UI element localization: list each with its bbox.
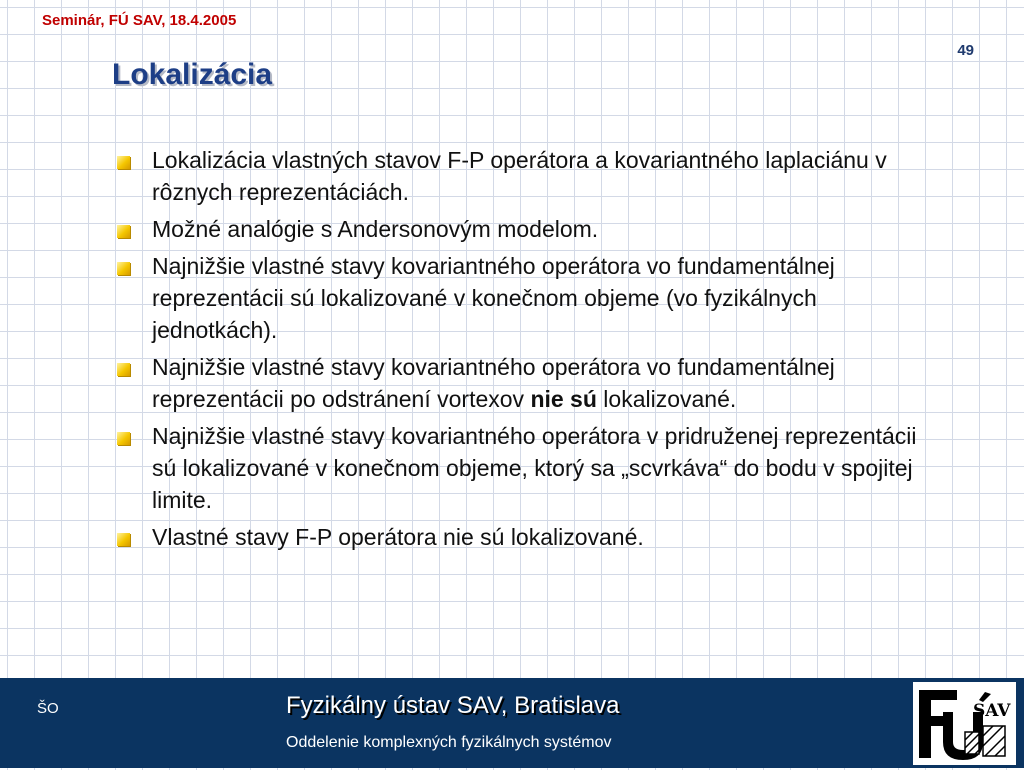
bullet-item-6 bbox=[115, 521, 935, 553]
bullet-text-after: lokalizované. bbox=[596, 386, 737, 412]
bullet-item-5 bbox=[115, 420, 935, 516]
bullet-text: Vlastné stavy F-P operátora nie sú lokalizované. bbox=[152, 524, 644, 550]
bullet-text-emphasis: nie sú bbox=[530, 386, 597, 412]
bullet-item-2 bbox=[115, 213, 935, 245]
yellow-square-bullet-icon bbox=[117, 363, 130, 376]
bullet-text-before: Najnižšie vlastné stavy kovariantného operátora vo fundamentálnej reprezentácii po odstránení vortexov bbox=[152, 354, 835, 412]
bullet-text: Možné analógie s Andersonovým modelom. bbox=[152, 216, 599, 242]
yellow-square-bullet-icon bbox=[117, 262, 130, 275]
logo-text: SAV bbox=[973, 701, 1011, 721]
slide-title: Lokalizácia bbox=[112, 58, 273, 91]
author-initials: ŠO bbox=[37, 700, 59, 717]
fu-sav-logo-icon bbox=[913, 682, 1016, 765]
institute-name: Fyzikálny ústav SAV, Bratislava bbox=[286, 692, 620, 719]
department-name: Oddelenie komplexných fyzikálnych systémov bbox=[286, 734, 612, 751]
bullet-item-4 bbox=[115, 351, 935, 415]
bullet-text: Najnižšie vlastné stavy kovariantného operátora vo fundamentálnej reprezentácii sú lokalizované v konečnom objeme (vo fyzikálnych jednotkách). bbox=[152, 253, 835, 343]
bullet-item-1 bbox=[115, 144, 935, 208]
yellow-square-bullet-icon bbox=[117, 533, 130, 546]
bullet-text: Najnižšie vlastné stavy kovariantného operátora v pridruženej reprezentácii sú lokalizované v konečnom objeme, ktorý sa „scvrkáva“ do bodu v spojitej limite. bbox=[152, 423, 917, 513]
page-number: 49 bbox=[957, 42, 974, 59]
bullet-list bbox=[115, 144, 935, 558]
yellow-square-bullet-icon bbox=[117, 225, 130, 238]
yellow-square-bullet-icon bbox=[117, 432, 130, 445]
seminar-header: Seminár, FÚ SAV, 18.4.2005 bbox=[42, 12, 237, 29]
bullet-text: Lokalizácia vlastných stavov F-P operátora a kovariantného laplaciánu v rôznych reprezentáciách. bbox=[152, 147, 887, 205]
yellow-square-bullet-icon bbox=[117, 156, 130, 169]
bullet-item-3 bbox=[115, 250, 935, 346]
footer-bar bbox=[0, 678, 1024, 768]
